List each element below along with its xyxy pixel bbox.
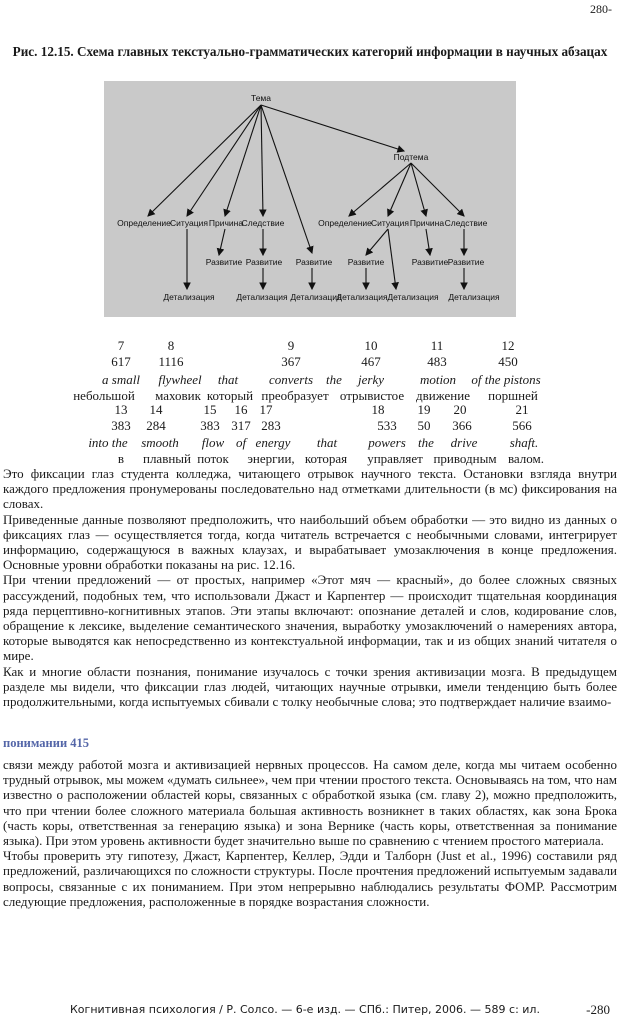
body-text-a [3, 466, 617, 709]
paragraph: Это фиксации глаз студента колледжа, читающего отрывок научного текста. Остановки взгляда внутри каждого предложения пронумерованы последовательно над отметками длительности (в мс) фиксирования на словах. [3, 466, 617, 512]
russian-word: маховик [155, 388, 201, 403]
diagram-right-l1: Определение [318, 218, 372, 228]
page-number-bottom: -280 [586, 1002, 610, 1017]
fixation-duration: 283 [261, 418, 281, 433]
english-word: powers [368, 435, 406, 450]
diagram-root: Тема [250, 93, 272, 103]
fixation-duration: 450 [498, 354, 518, 369]
english-word: of the pistons [471, 372, 541, 387]
fixation-duration: 533 [377, 418, 397, 433]
english-word: motion [419, 372, 457, 387]
fixation-number: 8 [167, 338, 175, 353]
paragraph: При чтении предложений — от простых, например «Этот мяч — красный», до более сложных связных рассуждений, подобных тем, что использовали Джаст и Карпентер — происходит тщательная координация ряда перцептивно-когнитивных этапов. Эти этапы включают: опознание деталей и слов, кодирование слов, обращение к лексике, выделение семантического значения, выработку умозаключений о намерениях автора, которые выводятся как непосредственно из контекстуальной информации, так и из общих знаний читателя о мире. [3, 572, 617, 664]
fixation-number: 9 [287, 338, 295, 353]
diagram-left-l1: Следствие [241, 218, 285, 228]
english-word: smooth [141, 435, 179, 450]
english-word: flywheel [158, 372, 202, 387]
russian-word: поток [197, 451, 229, 466]
russian-word: которая [304, 451, 348, 466]
fixation-number: 12 [501, 338, 515, 353]
figure-diagram [104, 81, 516, 317]
diagram-l2: Развитие [205, 257, 243, 267]
fixation-number: 21 [515, 402, 529, 417]
english-word: drive [450, 435, 478, 450]
paragraph: Чтобы проверить эту гипотезу, Джаст, Карпентер, Келлер, Эдди и Талборн (Just et al., 1996) составили ряд предложений, различающихся по сложности структуры. После прочтения предложений испытуемым задавали вопросы, связанные с их пониманием. При этом непрерывно наблюдались результаты ФОМР. Рассмотрим следующие предложения, расположенные в порядке возрастания сложности. [3, 848, 617, 909]
fixation-number: 7 [117, 338, 125, 353]
russian-word: поршней [488, 388, 538, 403]
fixation-duration: 366 [452, 418, 472, 433]
english-word: energy [255, 435, 291, 450]
paragraph: связи между работой мозга и активизацией нервных процессов. На самом деле, когда мы читаем особенно трудный отрывок, мы можем «думать сильнее», чем при чтении простого текста. Основываясь на том, что нам известно о расположении областей коры, связанных с обработкой языка (см. главу 2), можно предположить, что при чтении более сложного материала большая активность возникнет в таких областях, как зона Брока (часть коры, ответственная за генерацию языка) и зона Вернике (часть коры, ответственная за понимание языка). При этом уровень активности будет значительно выше по сравнению с чтением простого материала. [3, 757, 617, 849]
diagram-subtopic: Подтема [393, 152, 429, 162]
english-word: that [217, 372, 239, 387]
diagram-l3: Детализация [448, 292, 500, 302]
diagram-l2: Развитие [347, 257, 385, 267]
diagram-l3: Детализация [236, 292, 288, 302]
fixation-duration: 566 [512, 418, 532, 433]
diagram-l2: Развитие [447, 257, 485, 267]
english-word: a small [102, 372, 140, 387]
paragraph: Как и многие области познания, понимание изучалось с точки зрения активизации мозга. В предыдущем разделе мы видели, что фиксации глаз людей, читающих научные отрывки, имели тенденцию быть более продолжительными, когда испытуемых сбивали с толку необычные слова; это подтверждает наличие взаимо- [3, 663, 617, 710]
russian-word: отрывистое [339, 388, 405, 403]
english-word: converts [268, 372, 314, 387]
english-word: into the [88, 435, 128, 450]
russian-word: небольшой [73, 388, 135, 403]
fixation-duration: 483 [427, 354, 447, 369]
diagram-right-l1: Ситуация [371, 218, 409, 228]
diagram-l3: Детализация [336, 292, 388, 302]
diagram-right-l1: Следствие [444, 218, 488, 228]
russian-word: энергии, [247, 451, 295, 466]
fixation-duration: 317 [231, 418, 251, 433]
eye-fixation-table [0, 334, 620, 464]
fixation-duration: 383 [111, 418, 131, 433]
russian-word: преобразует [261, 388, 329, 403]
fixation-duration: 617 [111, 354, 131, 369]
fixation-number: 10 [364, 338, 378, 353]
diagram-l3: Детализация [163, 292, 215, 302]
paragraph: Приведенные данные позволяют предположить, что наибольший объем обработки — это видно из данных о фиксациях глаз — осуществляется тогда, когда читатель встречается с необычными словами, интегрирует информацию, содержащуюся в важных клаузах, и вырабатывает умозаключения в конце предложения. Основные уровни обработки показаны на рис. 12.16. [3, 511, 617, 573]
fixation-duration: 50 [417, 418, 431, 433]
diagram-l2: Развитие [245, 257, 283, 267]
russian-word: движение [416, 388, 470, 403]
diagram-l2: Развитие [411, 257, 449, 267]
russian-word: который [206, 388, 254, 403]
diagram-left-l1: Определение [117, 218, 171, 228]
fixation-number: 16 [234, 402, 248, 417]
fixation-number: 14 [149, 402, 163, 417]
diagram-l2: Развитие [295, 257, 333, 267]
figure-title: Рис. 12.15. Схема главных текстуально-грамматических категорий информации в научных абзацах [12, 44, 608, 59]
fixation-duration: 367 [281, 354, 301, 369]
russian-word: в [117, 451, 125, 466]
page-number-top: 280- [590, 2, 612, 16]
fixation-duration: 383 [200, 418, 220, 433]
diagram-left-l1: Ситуация [170, 218, 208, 228]
fixation-number: 17 [259, 402, 273, 417]
english-word: jerky [358, 372, 384, 387]
fixation-number: 11 [430, 338, 444, 353]
fixation-number: 20 [453, 402, 467, 417]
english-word: shaft. [509, 435, 539, 450]
fixation-duration: 284 [146, 418, 166, 433]
russian-word: плавный [142, 451, 192, 466]
fixation-number: 15 [203, 402, 217, 417]
footer-citation: Когнитивная психология / Р. Солсо. — 6-е изд. — СПб.: Питер, 2006. — 589 с: ил. [70, 1003, 540, 1016]
section-marker: понимании 415 [3, 736, 90, 750]
russian-word: валом. [507, 451, 545, 466]
english-word: that [316, 435, 338, 450]
fixation-number: 13 [114, 402, 128, 417]
fixation-number: 19 [417, 402, 431, 417]
diagram-right-l1: Причина [409, 218, 445, 228]
fixation-duration: 467 [361, 354, 381, 369]
fixation-duration: 1116 [158, 354, 184, 369]
diagram-left-l1: Причина [208, 218, 244, 228]
english-word: flow [201, 435, 225, 450]
diagram-l3: Детализация [387, 292, 439, 302]
body-text-b [3, 757, 617, 909]
russian-word: управляет [367, 451, 423, 466]
russian-word: приводным [433, 451, 497, 466]
fixation-number: 18 [371, 402, 385, 417]
diagram-l3: Детализация [290, 292, 342, 302]
english-word: the [418, 435, 434, 450]
english-word: the [326, 372, 342, 387]
english-word: of [235, 435, 247, 450]
